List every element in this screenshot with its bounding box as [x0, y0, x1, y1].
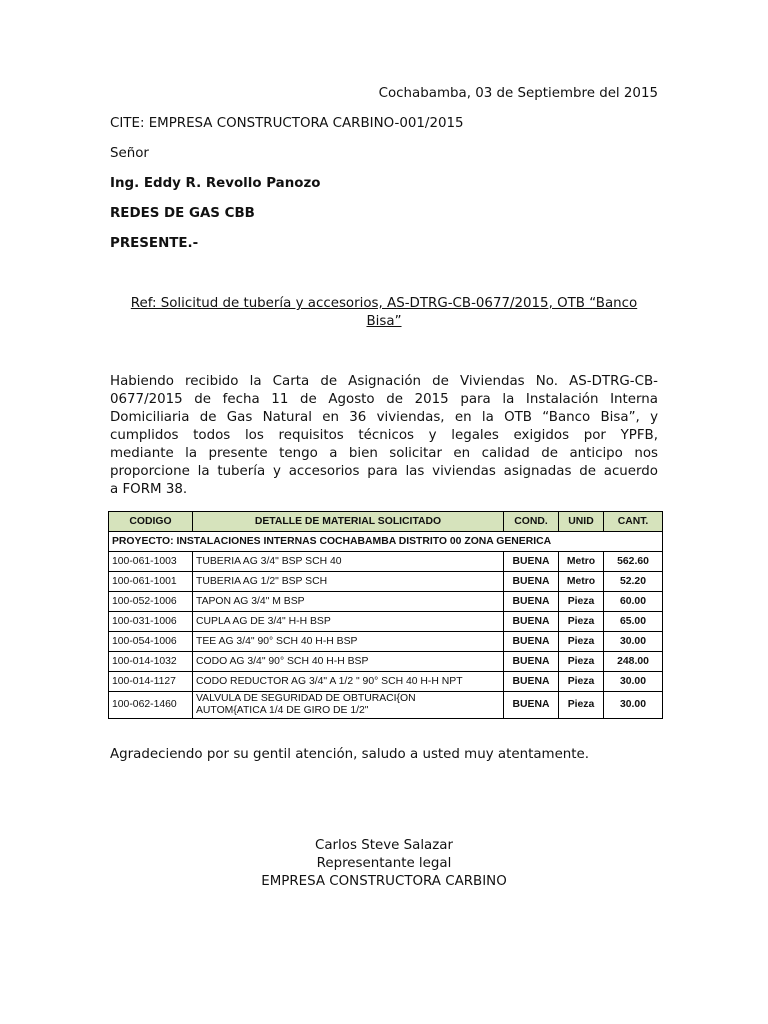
row-detail: TUBERIA AG 1/2" BSP SCH [193, 572, 504, 592]
row-unit: Pieza [559, 612, 604, 632]
row-condition: BUENA [504, 692, 559, 719]
body-line: a FORM 38. [110, 482, 188, 497]
signature-name: Carlos Steve Salazar [315, 838, 453, 853]
table-row [109, 692, 663, 719]
body-line: cumplidos todos los requisitos técnicos y legales exigidos por YPFB, [110, 428, 658, 443]
row-quantity: 248.00 [604, 652, 663, 672]
body-line: mediante la presente tengo a bien solicitar en calidad de anticipo nos [110, 446, 658, 461]
row-unit: Pieza [559, 592, 604, 612]
signature-company: EMPRESA CONSTRUCTORA CARBINO [261, 874, 507, 889]
place-date: Cochabamba, 03 de Septiembre del 2015 [378, 86, 658, 101]
row-quantity: 65.00 [604, 612, 663, 632]
row-unit: Pieza [559, 672, 604, 692]
row-quantity: 60.00 [604, 592, 663, 612]
row-quantity: 30.00 [604, 632, 663, 652]
row-unit: Pieza [559, 632, 604, 652]
body-line: proporcione la tubería y accesorios para las viviendas asignadas de acuerdo [110, 464, 658, 479]
row-condition: BUENA [504, 612, 559, 632]
materials-table [108, 511, 663, 719]
reference-line-1: Ref: Solicitud de tubería y accesorios, AS-DTRG-CB-0677/2015, OTB “Banco [130, 296, 638, 311]
recipient-name: Ing. Eddy R. Revollo Panozo [110, 176, 321, 191]
table-row [109, 572, 663, 592]
reference-subject [110, 295, 658, 331]
row-code: 100-031-1006 [109, 612, 193, 632]
row-code: 100-014-1127 [109, 672, 193, 692]
reference-line-2: Bisa” [366, 314, 402, 329]
table-header-row [109, 512, 663, 532]
closing-line: Agradeciendo por su gentil atención, saludo a usted muy atentamente. [110, 747, 590, 762]
project-row [109, 532, 663, 552]
row-detail: TAPON AG 3/4" M BSP [193, 592, 504, 612]
row-condition: BUENA [504, 632, 559, 652]
row-unit: Pieza [559, 652, 604, 672]
row-code: 100-052-1006 [109, 592, 193, 612]
row-code: 100-062-1460 [109, 692, 193, 719]
row-quantity: 52.20 [604, 572, 663, 592]
table-row [109, 592, 663, 612]
row-quantity: 30.00 [604, 672, 663, 692]
project-title: PROYECTO: INSTALACIONES INTERNAS COCHABAMBA DISTRITO 00 ZONA GENERICA [109, 532, 663, 552]
row-condition: BUENA [504, 672, 559, 692]
row-detail-line: AUTOM{ATICA 1/4 DE GIRO DE 1/2" [196, 705, 369, 716]
row-detail: CODO AG 3/4" 90° SCH 40 H-H BSP [193, 652, 504, 672]
row-quantity: 562.60 [604, 552, 663, 572]
row-code: 100-061-1003 [109, 552, 193, 572]
row-detail: CODO REDUCTOR AG 3/4" A 1/2 " 90° SCH 40 H-H NPT [193, 672, 504, 692]
row-code: 100-054-1006 [109, 632, 193, 652]
row-condition: BUENA [504, 652, 559, 672]
row-detail: TEE AG 3/4" 90° SCH 40 H-H BSP [193, 632, 504, 652]
column-header-code: CODIGO [109, 512, 193, 532]
column-header-quantity: CANT. [604, 512, 663, 532]
row-condition: BUENA [504, 592, 559, 612]
row-unit: Metro [559, 552, 604, 572]
row-unit: Metro [559, 572, 604, 592]
row-detail [193, 692, 504, 719]
row-detail: TUBERIA AG 3/4" BSP SCH 40 [193, 552, 504, 572]
body-line: Habiendo recibido la Carta de Asignación de Viviendas No. AS-DTRG-CB- [110, 374, 658, 389]
column-header-unit: UNID [559, 512, 604, 532]
row-code: 100-014-1032 [109, 652, 193, 672]
row-code: 100-061-1001 [109, 572, 193, 592]
row-quantity: 30.00 [604, 692, 663, 719]
body-line: 0677/2015 de fecha 11 de Agosto de 2015 para la Instalación Interna [110, 392, 658, 407]
row-detail: CUPLA AG DE 3/4" H-H BSP [193, 612, 504, 632]
salutation: Señor [110, 146, 149, 161]
body-line: Domiciliaria de Gas Natural en 36 viviendas, en la OTB “Banco Bisa”, y [110, 410, 658, 425]
cite-reference: CITE: EMPRESA CONSTRUCTORA CARBINO-001/2015 [110, 116, 464, 131]
row-unit: Pieza [559, 692, 604, 719]
presente-line: PRESENTE.- [110, 236, 199, 251]
table-row [109, 552, 663, 572]
row-condition: BUENA [504, 552, 559, 572]
row-condition: BUENA [504, 572, 559, 592]
body-paragraph [110, 373, 658, 499]
table-row [109, 652, 663, 672]
signature-role: Representante legal [316, 856, 452, 871]
table-row [109, 612, 663, 632]
recipient-organization: REDES DE GAS CBB [110, 206, 255, 221]
table-row [109, 632, 663, 652]
column-header-condition: COND. [504, 512, 559, 532]
row-detail-line: VALVULA DE SEGURIDAD DE OBTURACI{ON [196, 693, 416, 704]
table-row [109, 672, 663, 692]
column-header-detail: DETALLE DE MATERIAL SOLICITADO [193, 512, 504, 532]
